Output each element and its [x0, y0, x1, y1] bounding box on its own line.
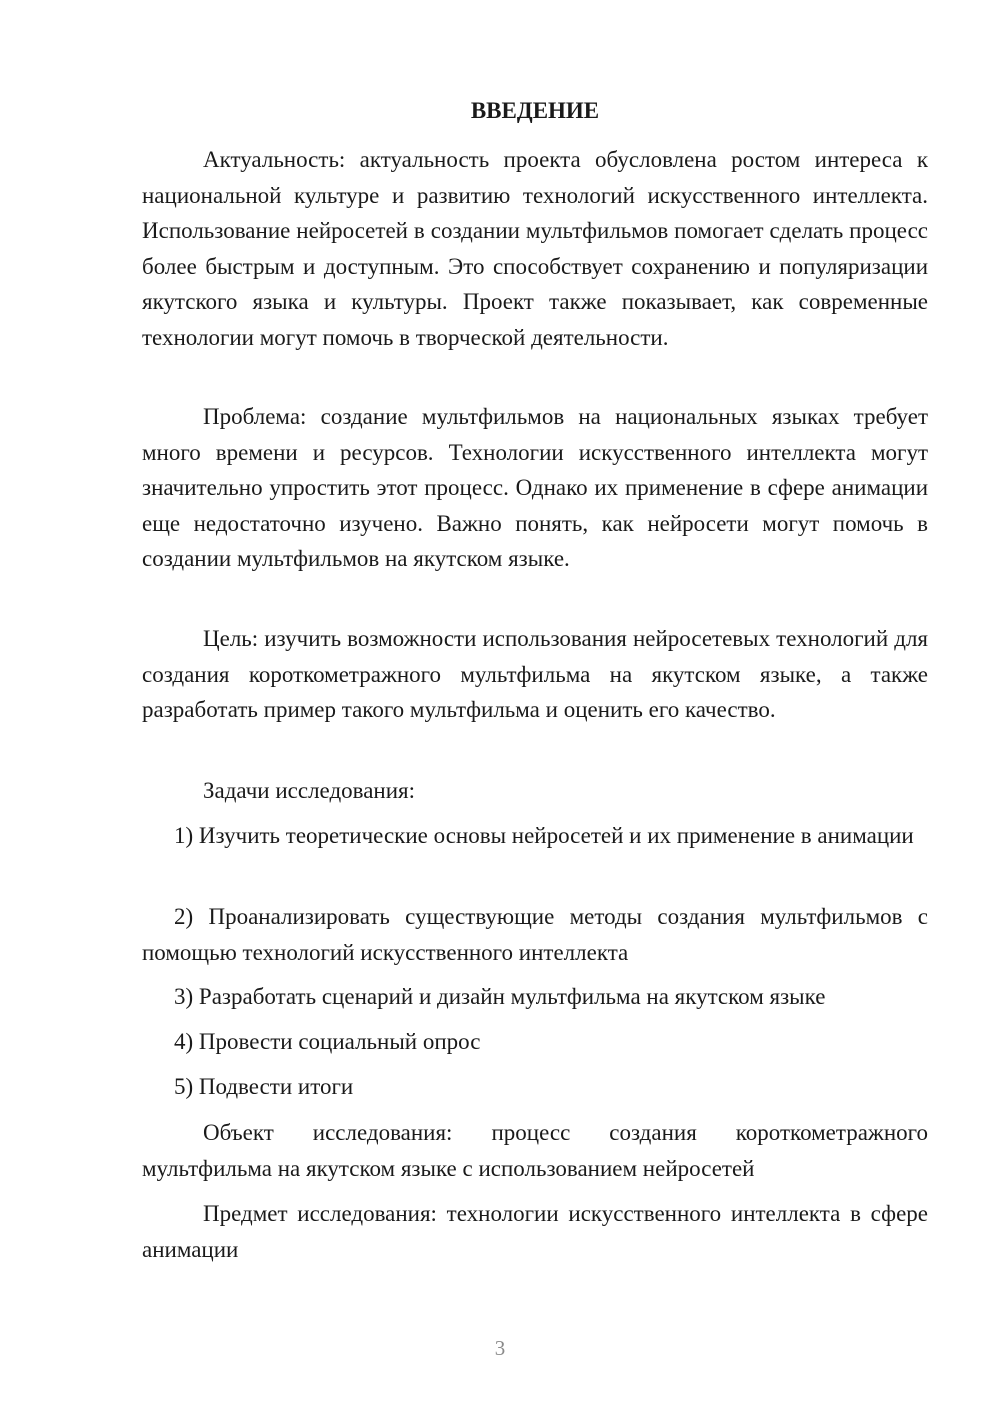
paragraph-object: Объект исследования: процесс создания короткометражного мультфильма на якутском языке с использованием нейросетей — [142, 1120, 928, 1181]
paragraph-problem: Проблема: создание мультфильмов на национальных языках требует много времени и ресурсов. Технологии искусственного интеллекта могут значительно упростить этот процесс. Однако их применение в сфере анимации еще недостаточно изучено. Важно понять, как нейросети могут помочь в создании мультфильмов на якутском языке. — [142, 404, 928, 571]
paragraph-subject: Предмет исследования: технологии искусственного интеллекта в сфере анимации — [142, 1201, 928, 1262]
paragraph-goal: Цель: изучить возможности использования нейросетевых технологий для создания короткометражного мультфильма на якутском языке, а также разработать пример такого мультфильма и оценить его качество. — [142, 626, 928, 722]
task-item-3: 3) Разработать сценарий и дизайн мультфильма на якутском языке — [174, 984, 826, 1009]
task-item-4: 4) Провести социальный опрос — [174, 1029, 481, 1054]
tasks-heading: Задачи исследования: — [203, 778, 416, 803]
task-item-2: 2) Проанализировать существующие методы создания мультфильмов с помощью технологий искусственного интеллекта — [142, 904, 928, 965]
section-title: ВВЕДЕНИЕ — [470, 98, 600, 123]
task-item-5: 5) Подвести итоги — [174, 1074, 354, 1099]
paragraph-relevance: Актуальность: актуальность проекта обусловлена ростом интереса к национальной культуре и развитию технологий искусственного интеллекта. Использование нейросетей в создании мультфильмов помогает сделать процесс более быстрым и доступным. Это способствует сохранению и популяризации якутского языка и культуры. Проект также показывает, как современные технологии могут помочь в творческой деятельности. — [142, 147, 928, 350]
task-item-1: 1) Изучить теоретические основы нейросетей и их применение в анимации — [174, 823, 914, 848]
page-number: 3 — [494, 1336, 506, 1360]
